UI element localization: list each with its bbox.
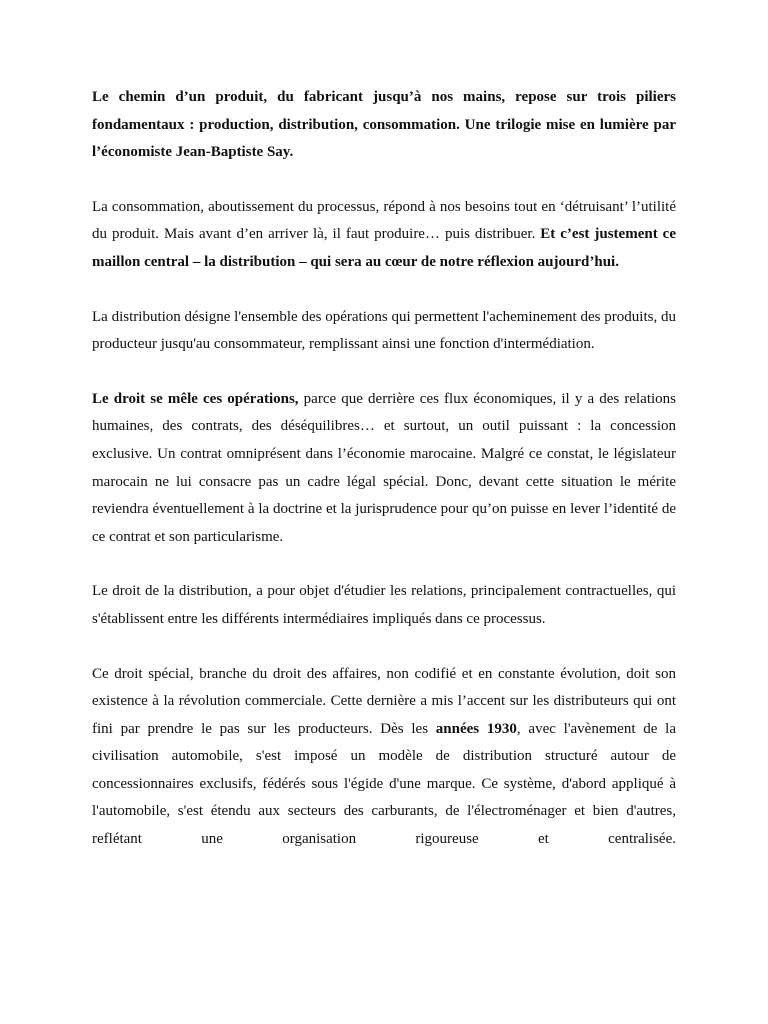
text-run: années 1930 — [435, 720, 517, 737]
text-run: parce que derrière ces flux économiques, il y a des relations humaines, des contrats, des déséquilibres… et surtout, un outil puissant : la concession exclusive. Un contrat omniprésent dans l’économie marocaine. Malgré ce constat, le législateur marocain ne lui consacre pas un cadre légal spécial. Donc, devant cette situation le mérite reviendra éventuellement à la doctrine et la jurisprudence pour qu’on puisse en lever l’identité de ce contrat et son particularisme. — [92, 390, 676, 545]
text-run: , avec l'avènement de la civilisation automobile, s'est imposé un modèle de distribution structuré autour de concessionnaires exclusifs, fédérés sous l'égide d'une marque. Ce système, d'abord appliqué à l'automobile, s'est étendu aux secteurs des carburants, de l'électroménager et bien d'autres, reflétant une organisation rigoureuse et centralisée. — [92, 720, 677, 848]
paragraph-definition — [92, 304, 676, 359]
paragraph-consommation — [92, 194, 676, 277]
paragraph-intro — [92, 84, 676, 167]
text-run: La consommation, aboutissement du processus, répond à nos besoins tout en ‘détruisant’ l’utilité du produit. Mais avant d’en arriver là, il faut produire… puis distribuer. — [92, 198, 676, 243]
paragraph-droit — [92, 386, 676, 552]
text-run: La distribution désigne l'ensemble des opérations qui permettent l'acheminement des produits, du producteur jusqu'au consommateur, remplissant ainsi une fonction d'intermédiation. — [92, 308, 676, 353]
text-run: Ce droit spécial, branche du droit des affaires, non codifié et en constante évolution, doit son existence à la révolution commerciale. Cette dernière a mis l’accent sur les distributeurs qui ont fini par prendre le pas sur les producteurs. Dès les — [92, 665, 676, 737]
text-run: Et c’est justement ce maillon central – la distribution – qui sera au cœur de notre réflexion aujourd’hui. — [92, 226, 676, 270]
paragraph-objet — [92, 578, 676, 633]
text-run: Le droit de la distribution, a pour objet d'étudier les relations, principalement contractuelles, qui s'établissent entre les différents intermédiaires impliqués dans ce processus. — [92, 583, 676, 627]
text-run: Le chemin d’un produit, du fabricant jusqu’à nos mains, repose sur trois piliers fondamentaux : production, distribution, consommation. Une trilogie mise en lumière par l’économiste Jean-Baptiste Say. — [92, 89, 676, 161]
paragraph-droit-special — [92, 661, 676, 854]
text-run: Le droit se mêle ces opérations, — [92, 390, 299, 407]
